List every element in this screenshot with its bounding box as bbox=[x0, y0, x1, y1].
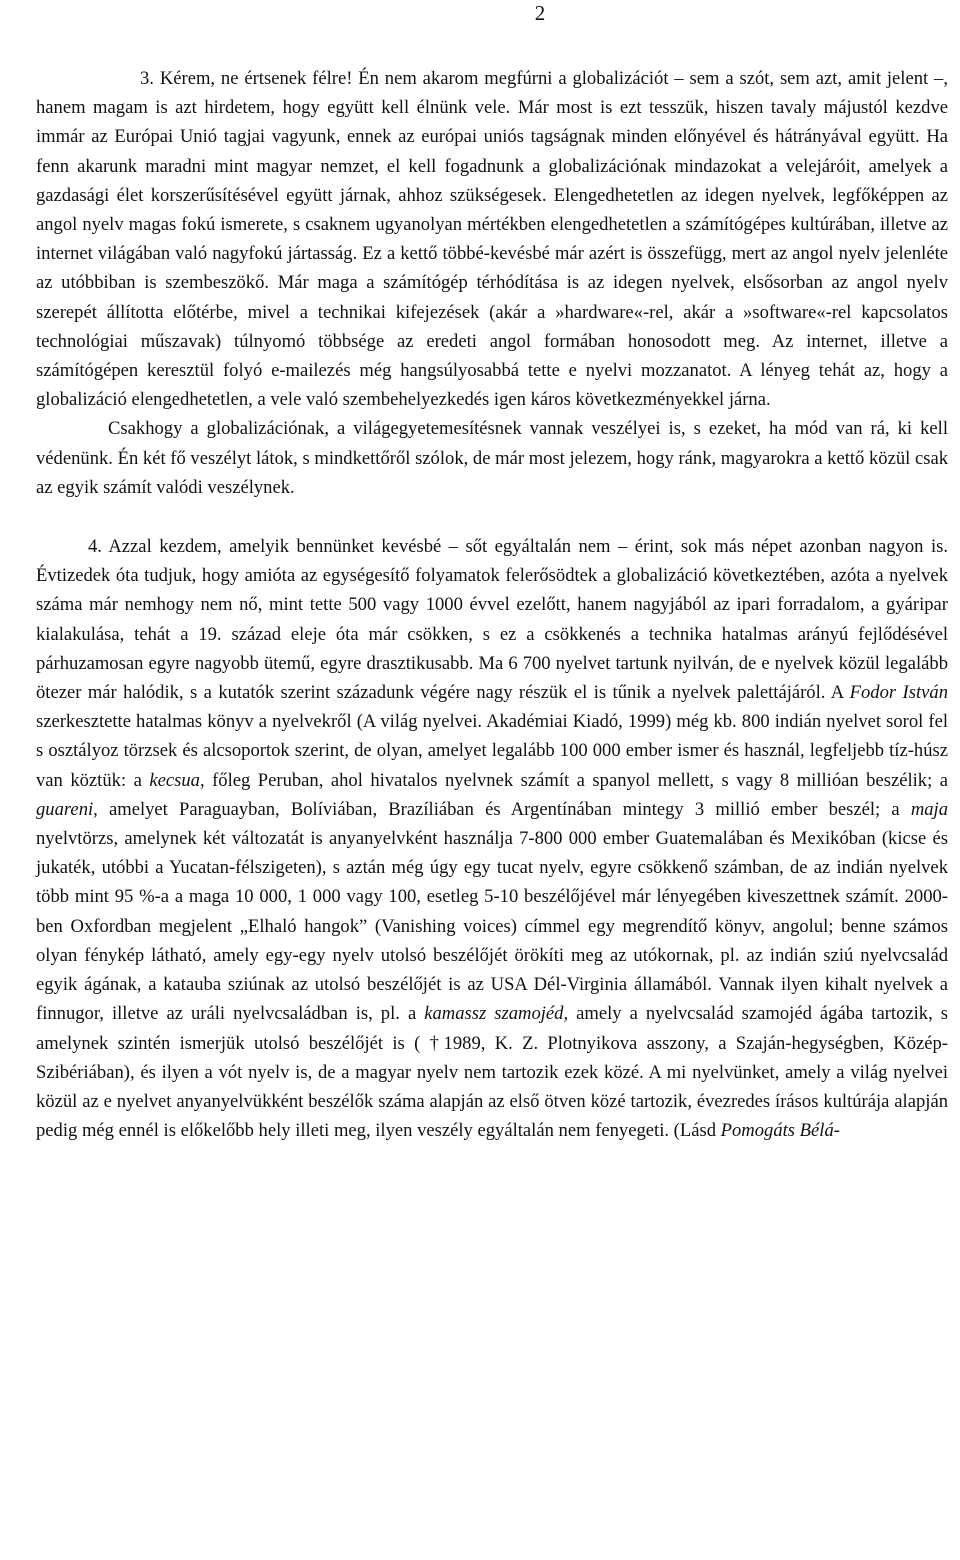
italic-term-kamassz: kamassz szamojéd, bbox=[424, 1003, 569, 1025]
paragraph-section-4 bbox=[36, 532, 948, 1145]
italic-term-kecsua: kecsua bbox=[149, 769, 200, 791]
text-run: nyelvtörzs, amelynek két változatát is anyanyelvként használja 7-800 000 ember Guatemalában és Mexikóban (kicse és jukaték, utóbbi a Yucatan-félszigeten), s aztán még úgy egy tucat nyelv, egyre csökkenő számban, de az indián nyelvek több mint 95 %-a a maga 10 000, 1 000 vagy 100, esetleg 5-10 beszélőjével már lényegében kiveszettnek számít. 2000-ben Oxfordban megjelent „Elhaló hangok” (Vanishing voices) címmel egy megrendítő könyv, angolul; benne számos olyan fénykép látható, amely egy-egy nyelv utolsó beszélőjét örökíti meg az utókornak, pl. az indián sziú nyelvcsalád egyik ágának, a katauba sziúnak az utolsó beszélőjét is az USA Dél-Virginia államából. Vannak ilyen kihalt nyelvek a finnugor, illetve az uráli nyelvcsaládban is, pl. a bbox=[36, 828, 948, 1025]
text-run: 4. Azzal kezdem, amelyik bennünket kevésbé – sőt egyáltalán nem – érint, sok más népet azonban nagyon is. Évtizedek óta tudjuk, hogy amióta az egységesítő folyamatok felerősödtek a globalizáció következtében, azóta a nyelvek száma már nemhogy nem nő, mint tette 500 vagy 1000 évvel ezelőtt, hanem nagyjából az ipari forradalom, a gyáripar kialakulása, tehát a 19. század eleje óta már csökken, s ez a csökkenés a technika hatalmas arányú fejlődésével párhuzamosan egyre nagyobb ütemű, egyre drasztikusabb. Ma 6 700 nyelvet tartunk nyilván, de e nyelvek közül legalább ötezer már halódik, s a kutatók szerint századunk végére nagy részük el is tűnik a nyelvek palettájáról. A bbox=[36, 536, 948, 704]
italic-term-guareni: guareni bbox=[36, 798, 94, 820]
document-body bbox=[36, 64, 948, 1145]
text-run: amely a nyelvcsalád szamojéd ágába tartozik, s amelynek szintén ismerjük utolsó beszélőjét is ( †1989, K. Z. Plotnyikova asszony, a Szaján-hegységben, Közép-Szibériában), és ilyen a vót nyelv is, de a magyar nyelv nem tartozik ezek közé. A mi nyelvünket, amely a világ nyelvei közül az e nyelvet anyanyelvükként beszélők száma alapján az első ötven közé tartozik, évezredes írásos kultúrája alapján pedig még ennél is előkelőbb hely illeti meg, ilyen veszély egyáltalán nem fenyegeti. (Lásd bbox=[36, 1003, 948, 1142]
page-number: 2 bbox=[534, 1, 546, 25]
text-run: , amelyet Paraguayban, Bolíviában, Brazíliában és Argentínában mintegy 3 millió ember beszél; a bbox=[93, 798, 911, 820]
italic-name-pomogats: Pomogáts Bélá- bbox=[720, 1120, 840, 1142]
italic-term-maja: maja bbox=[910, 798, 948, 820]
paragraph-section-3: 3. Kérem, ne értsenek félre! Én nem akarom megfúrni a globalizációt – sem a szót, sem azt, amit jelent –, hanem magam is azt hirdetem, hogy együtt kell élnünk vele. Már most is ezt tesszük, hiszen tavaly májustól kezdve immár az Európai Unió tagjai vagyunk, ennek az európai uniós tagságnak minden előnyével és hátrányával együtt. Ha fenn akarunk maradni mint magyar nemzet, el kell fogadnunk a globalizációnak mindazokat a velejáróit, amelyek a gazdasági élet korszerűsítésével együtt járnak, ahhoz szükségesek. Elengedhetetlen az idegen nyelvek, legfőképpen az angol nyelv magas fokú ismerete, s csaknem ugyanolyan mértékben elengedhetetlen a számítógépes kultúrában, illetve az internet világában való nagyfokú jártasság. Ez a kettő többé-kevésbé már azért is összefügg, mert az angol nyelv jelenléte az utóbbiban is szembeszökő. Már maga a számítógép térhódítása is az idegen nyelvek, elsősorban az angol nyelv szerepét állította előtérbe, mivel a technikai kifejezések (akár a »hardware«-rel, akár a »software«-rel kapcsolatos technológiai műszavak) túlnyomó többsége az eredeti angol formában honosodott meg. Az internet, illetve a számítógépen keresztül folyó e-mailezés még hangsúlyosabbá tette e nyelvi mozzanatot. A lényeg tehát az, hogy a globalizáció elengedhetetlen, a vele való szembehelyezkedés igen káros következményekkel járna. bbox=[36, 68, 948, 411]
text-run: , főleg Peruban, ahol hivatalos nyelvnek számít a spanyol mellett, s vagy 8 millióan beszélik; a bbox=[199, 769, 948, 791]
italic-name-fodor: Fodor István bbox=[849, 682, 948, 704]
paragraph-section-3-dangers: Csakhogy a globalizációnak, a világegyetemesítésnek vannak veszélyei is, s ezeket, ha mód van rá, ki kell védenünk. Én két fő veszélyt látok, s mindkettőről szólok, de már most jelezem, hogy ránk, magyarokra a kettő közül csak az egyik számít valódi veszélynek. bbox=[36, 418, 948, 498]
section-gap bbox=[36, 502, 948, 532]
text-run: szerkesztette hatalmas könyv a nyelvekről (A világ nyelvei. Akadémiai Kiadó, 1999) még kb. 800 indián nyelvet sorol fel s osztályoz törzsek és alcsoportok szerint, de olyan, amelyet legalább 100 000 ember ismer és használ, legfeljebb tíz-húsz van köztük: a bbox=[36, 711, 948, 791]
